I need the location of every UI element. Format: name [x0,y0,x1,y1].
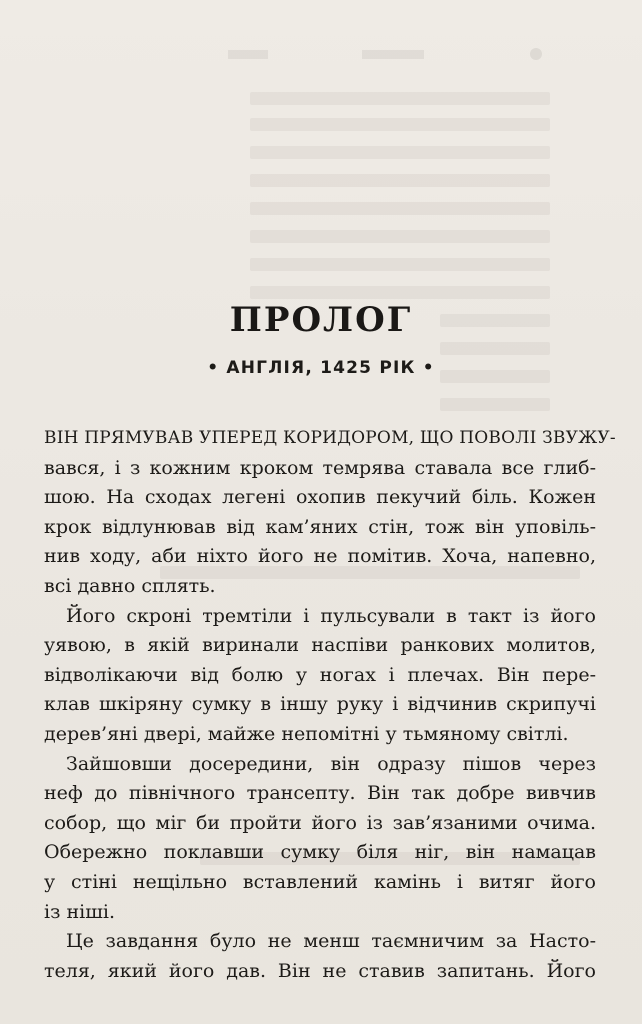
text-line: ВІН ПРЯМУВАВ УПЕРЕД КОРИДОРОМ, ЩО ПОВОЛІ ЗВУЖУ- [44,428,616,448]
text-line: всі давно сплять. [44,574,216,597]
text-line: крок відлунював від кам’яних стін, тож він уповіль- [44,515,596,538]
paragraph [44,424,616,602]
text-line: відволікаючи від болю у ногах і плечах. Він пере- [44,663,596,686]
paragraph [44,927,596,986]
text-line: дерев’яні двері, майже непомітні у тьмяному світлі. [44,722,569,745]
text-line: Зайшовши досередини, він одразу пішов через [66,752,596,775]
text-line: Його скроні тремтіли і пульсували в такт із його [66,604,596,627]
paragraph [44,602,596,750]
chapter-title: ПРОЛОГ [229,300,413,340]
text-line: собор, що міг би пройти його із зав’язаними очима. [44,811,596,834]
text-line: із ніші. [44,900,115,923]
text-line: клав шкіряну сумку в іншу руку і відчинив скрипучі [44,693,596,716]
text-line: шою. На сходах легені охопив пекучий біль. Кожен [44,486,596,509]
text-line: уявою, в якій виринали наспіви ранкових молитов, [44,634,596,657]
text-line: Це завдання було не менш таємничим за Насто- [66,930,596,953]
text-line: нив ходу, аби ніхто його не помітив. Хоча, напевно, [44,545,596,568]
body-text [44,424,616,986]
text-line: Обережно поклавши сумку біля ніг, він намацав [44,841,596,864]
running-head-show-through [0,48,642,64]
text-line: неф до північного трансепту. Він так добре вивчив [44,782,596,805]
text-line: вався, і з кожним кроком темрява ставала все глиб- [44,456,596,479]
text-line: у стіні нещільно вставлений камінь і витяг його [44,870,596,893]
text-line: теля, який його дав. Він не ставив запитань. Його [44,959,596,982]
chapter-subtitle: • АНГЛІЯ, 1425 РІК • [207,358,435,378]
paragraph [44,750,596,928]
